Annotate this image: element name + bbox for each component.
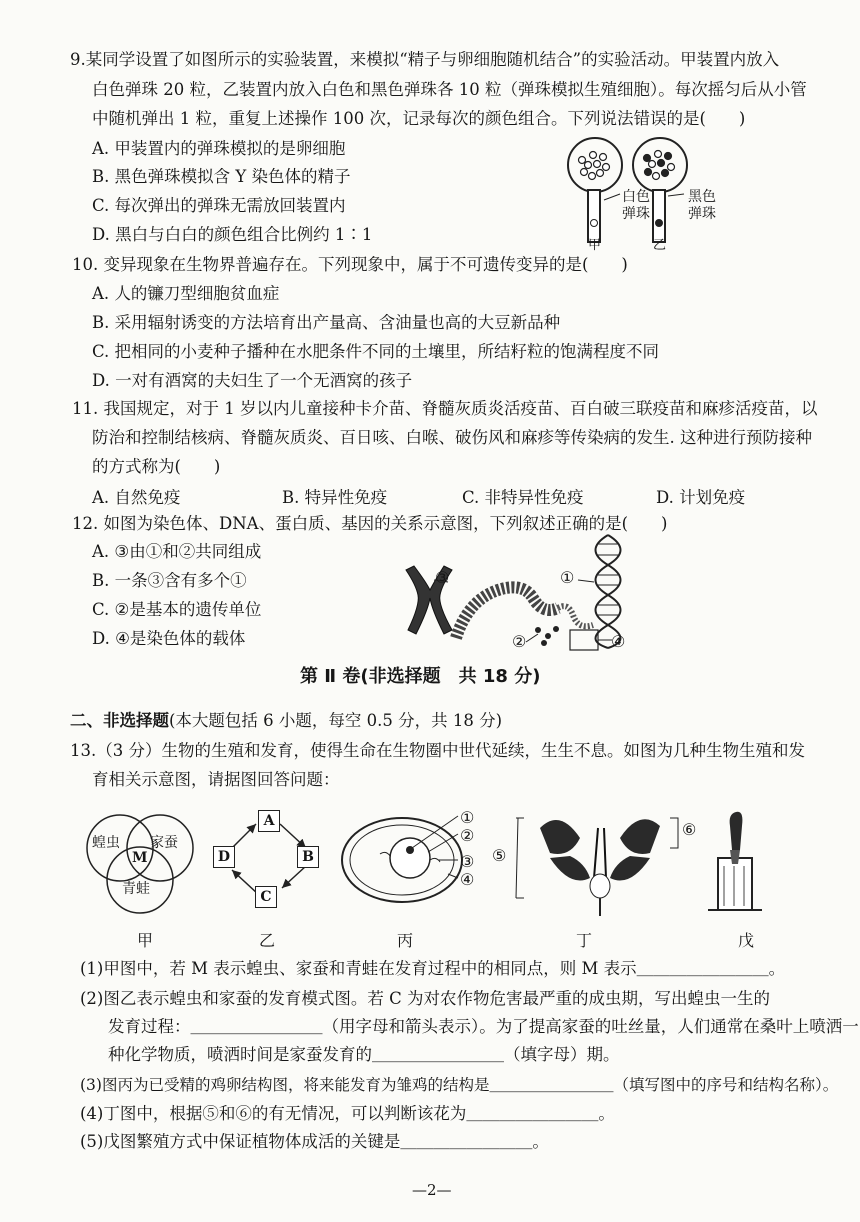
q13-part1: (1)甲图中，若 M 表示蝗虫、家蚕和青蛙在发育过程中的相同点，则 M 表示＿＿＿＿＿＿＿＿。	[80, 959, 786, 978]
page-number: —2—	[412, 1181, 452, 1199]
q13-flower-label-5: ⑤	[492, 846, 507, 865]
q13-egg-figure	[340, 812, 480, 912]
q11-stem-line3: 的方式称为( )	[92, 457, 221, 476]
q10-stem: 10. 变异现象在生物界普遍存在。下列现象中，属于不可遗传变异的是( )	[72, 255, 628, 274]
q9-option-d: D. 黑白与白白的颜色组合比例约 1∶1	[92, 225, 373, 244]
q11-option-d: D. 计划免疫	[656, 488, 746, 507]
q12-label-3: ③	[435, 568, 450, 587]
q11-option-c: C. 非特异性免疫	[462, 488, 584, 507]
q12-option-d: D. ④是染色体的载体	[92, 629, 246, 648]
q13-part2-line1: (2)图乙表示蝗虫和家蚕的发育模式图。若 C 为对农作物危害最严重的成虫期，写出蝗虫一生的	[80, 989, 770, 1008]
q10-option-d: D. 一对有酒窝的夫妇生了一个无酒窝的孩子	[92, 371, 413, 390]
q11-stem-line1: 11. 我国规定，对于 1 岁以内儿童接种卡介苗、脊髓灰质炎活疫苗、百白破三联疫苗和麻疹活疫苗，以	[72, 399, 818, 418]
q13-cycle-b: B	[297, 846, 319, 868]
q11-stem-line2: 防治和控制结核病、脊髓灰质炎、百日咳、白喉、破伤风和麻疹等传染病的发生. 这种进行预防接种	[92, 428, 812, 447]
q12-label-2: ②	[512, 632, 527, 651]
q9-stem-line3: 中随机弹出 1 粒，重复上述操作 100 次，记录每次的颜色组合。下列说法错误的是( )	[92, 109, 746, 128]
q13-part2-line3: 种化学物质，喷洒时间是家蚕发育的＿＿＿＿＿＿＿＿（填字母）期。	[108, 1045, 620, 1064]
q13-part2-line2: 发育过程：＿＿＿＿＿＿＿＿（用字母和箭头表示）。为了提高家蚕的吐丝量，人们通常在桑叶上喷洒一	[108, 1017, 859, 1036]
q13-stem-line1: 13.（3 分）生物的生殖和发育，使得生命在生物圈中世代延续，生生不息。如图为几种生物生殖和发	[70, 741, 805, 760]
q10-option-b: B. 采用辐射诱变的方法培育出产量高、含油量也高的大豆新品种	[92, 313, 561, 332]
q13-venn-frog: 青蛙	[122, 881, 150, 897]
q13-egg-label-3: ③	[460, 852, 475, 871]
q13-flower-label-6: ⑥	[682, 820, 697, 839]
part2-title: 第 Ⅱ 卷(非选择题 共 18 分)	[300, 666, 541, 687]
q12-option-c: C. ②是基本的遗传单位	[92, 600, 262, 619]
q13-fig-name-jia: 甲	[137, 931, 154, 950]
q13-venn-silkworm: 家蚕	[150, 835, 178, 851]
q13-fig-name-yi: 乙	[259, 931, 276, 950]
q11-option-a: A. 自然免疫	[92, 488, 181, 507]
q13-part5: (5)戊图繁殖方式中保证植物体成活的关键是＿＿＿＿＿＿＿＿。	[80, 1132, 549, 1151]
q13-part4: (4)丁图中，根据⑤和⑥的有无情况，可以判断该花为＿＿＿＿＿＿＿＿。	[80, 1104, 615, 1123]
section2-heading: 二、非选择题(本大题包括 6 小题，每空 0.5 分，共 18 分)	[70, 711, 503, 730]
q12-label-1: ①	[560, 568, 575, 587]
q9-stem-line1: 9.某同学设置了如图所示的实验装置，来模拟“精子与卵细胞随机结合”的实验活动。甲装置内放入	[70, 50, 780, 69]
q13-fig-name-bing: 丙	[397, 931, 414, 950]
q9-option-a: A. 甲装置内的弹珠模拟的是卵细胞	[92, 139, 346, 158]
q9-yi-label: 乙	[653, 238, 667, 253]
q13-venn-locust: 蝗虫	[92, 835, 120, 851]
q13-graft-figure	[700, 806, 770, 916]
q9-stem-line2: 白色弹珠 20 粒，乙装置内放入白色和黑色弹珠各 10 粒（弹珠模拟生殖细胞）。每次摇匀后从小管	[92, 80, 807, 99]
q13-venn-m: M	[132, 850, 148, 866]
q11-option-b: B. 特异性免疫	[282, 488, 388, 507]
q13-fig-name-ding: 丁	[576, 931, 593, 950]
q12-stem: 12. 如图为染色体、DNA、蛋白质、基因的关系示意图，下列叙述正确的是( )	[72, 514, 668, 533]
q13-cycle-d: D	[213, 846, 235, 868]
q9-option-c: C. 每次弹出的弹珠无需放回装置内	[92, 196, 346, 215]
q13-stem-line2: 育相关示意图，请据图回答问题：	[92, 770, 340, 789]
q9-black-ball-label: 黑色 弹珠	[688, 189, 716, 222]
q12-option-a: A. ③由①和②共同组成	[92, 542, 262, 561]
q12-option-b: B. 一条③含有多个①	[92, 571, 247, 590]
q13-part3: (3)图丙为已受精的鸡卵结构图，将来能发育为雏鸡的结构是＿＿＿＿＿＿＿＿（填写图中的序号和结构名称）。	[80, 1076, 839, 1094]
q9-option-b: B. 黑色弹珠模拟含 Y 染色体的精子	[92, 167, 351, 186]
q13-flower-figure	[510, 808, 700, 918]
q10-option-c: C. 把相同的小麦种子播种在水肥条件不同的土壤里，所结籽粒的饱满程度不同	[92, 342, 660, 361]
q10-option-a: A. 人的镰刀型细胞贫血症	[92, 284, 280, 303]
q12-label-4: ④	[611, 632, 626, 651]
q13-cycle-a: A	[258, 810, 280, 832]
q9-jia-label: 甲	[588, 238, 602, 253]
q13-egg-label-2: ②	[460, 826, 475, 845]
q13-fig-name-wu: 戊	[738, 931, 755, 950]
q13-egg-label-4: ④	[460, 870, 475, 889]
q13-cycle-c: C	[255, 886, 277, 908]
q13-egg-label-1: ①	[460, 808, 475, 827]
q9-white-ball-label: 白色 弹珠	[622, 189, 650, 222]
